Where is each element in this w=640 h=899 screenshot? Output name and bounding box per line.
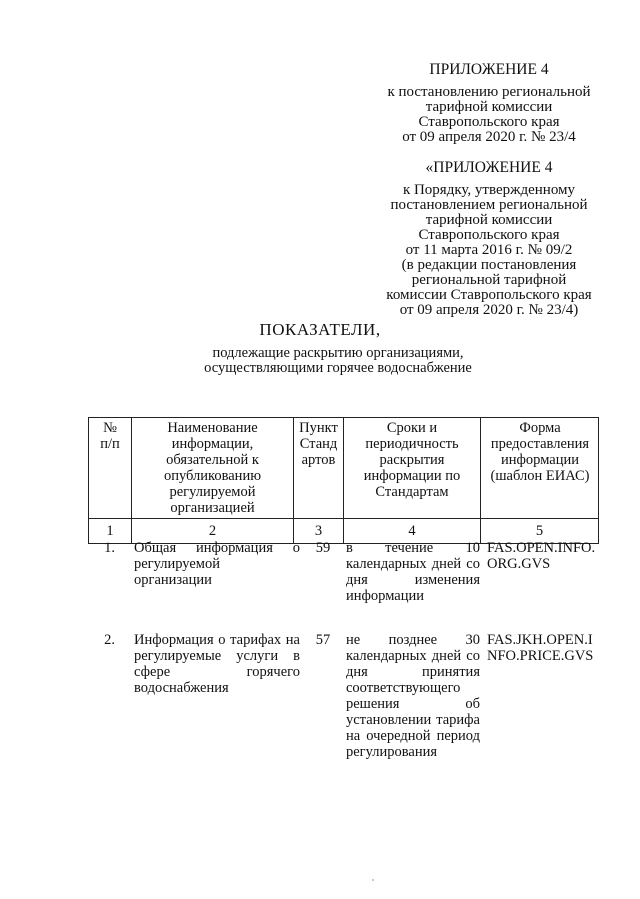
quoted-line: комиссии Ставропольского края (386, 287, 592, 303)
appendix-line: к постановлению региональной (387, 84, 591, 100)
row-form: FAS.OPEN.INFO.ORG.GVS (487, 540, 596, 572)
quoted-line: к Порядку, утвержденному (402, 182, 576, 198)
document-title: ПОКАЗАТЕЛИ, (259, 320, 381, 339)
table-row (88, 632, 598, 760)
quoted-line: (в редакции постановления (401, 257, 577, 273)
document-subtitle (0, 346, 640, 376)
quoted-line: от 09 апреля 2020 г. № 23/4) (399, 302, 579, 318)
appendix-header (384, 62, 594, 145)
scan-speck (372, 879, 374, 881)
table-row (88, 540, 598, 632)
row-clause: 57 (315, 632, 331, 648)
row-form: FAS.JKH.OPEN.INFO.PRICE.GVS (487, 632, 594, 664)
row-terms: не позднее 30 календарных дней со дня принятия соответствующего решения об установлении тарифа на очередной период регулирования (346, 632, 480, 760)
subtitle-line: подлежащие раскрытию организациями, (212, 345, 464, 361)
indicators-table-header (88, 417, 599, 544)
column-number: 2 (132, 519, 294, 544)
appendix-line: от 09 апреля 2020 г. № 23/4 (402, 129, 576, 145)
appendix-line: тарифной комиссии (425, 99, 553, 115)
column-header-number: № п/п (89, 418, 132, 519)
column-header-name: Наименование информации, обязательной к опубликованию регулируемой организацией (132, 418, 294, 519)
quoted-line: Ставропольского края (418, 227, 560, 243)
column-number: 4 (344, 519, 481, 544)
row-terms: в течение 10 календарных дней со дня изменения информации (346, 540, 480, 604)
column-header-clause: Пункт Стандартов (294, 418, 344, 519)
subtitle-line: осуществляющими горячее водоснабжение (204, 360, 472, 376)
column-number: 3 (294, 519, 344, 544)
quoted-line: региональной тарифной (411, 272, 567, 288)
indicators-table-body (88, 540, 598, 760)
row-clause: 59 (315, 540, 331, 556)
quoted-appendix-title: «ПРИЛОЖЕНИЕ 4 (425, 159, 553, 176)
quoted-line: от 11 марта 2016 г. № 09/2 (405, 242, 573, 258)
row-number: 2. (104, 632, 115, 648)
column-header-form: Форма предоставления информации (шаблон ЕИАС) (481, 418, 599, 519)
row-name: Общая информация о регулируемой организации (134, 540, 300, 588)
column-number: 1 (89, 519, 132, 544)
quoted-line: постановлением региональной (390, 197, 588, 213)
row-name: Информация о тарифах на регулируемые услуги в сфере горячего водоснабжения (134, 632, 300, 696)
row-number: 1. (104, 540, 115, 556)
column-header-terms: Сроки и периодичность раскрытия информации по Стандартам (344, 418, 481, 519)
quoted-line: тарифной комиссии (425, 212, 553, 228)
quoted-appendix-header (384, 160, 594, 318)
appendix-line: Ставропольского края (418, 114, 560, 130)
column-number: 5 (481, 519, 599, 544)
appendix-title: ПРИЛОЖЕНИЕ 4 (429, 61, 549, 78)
